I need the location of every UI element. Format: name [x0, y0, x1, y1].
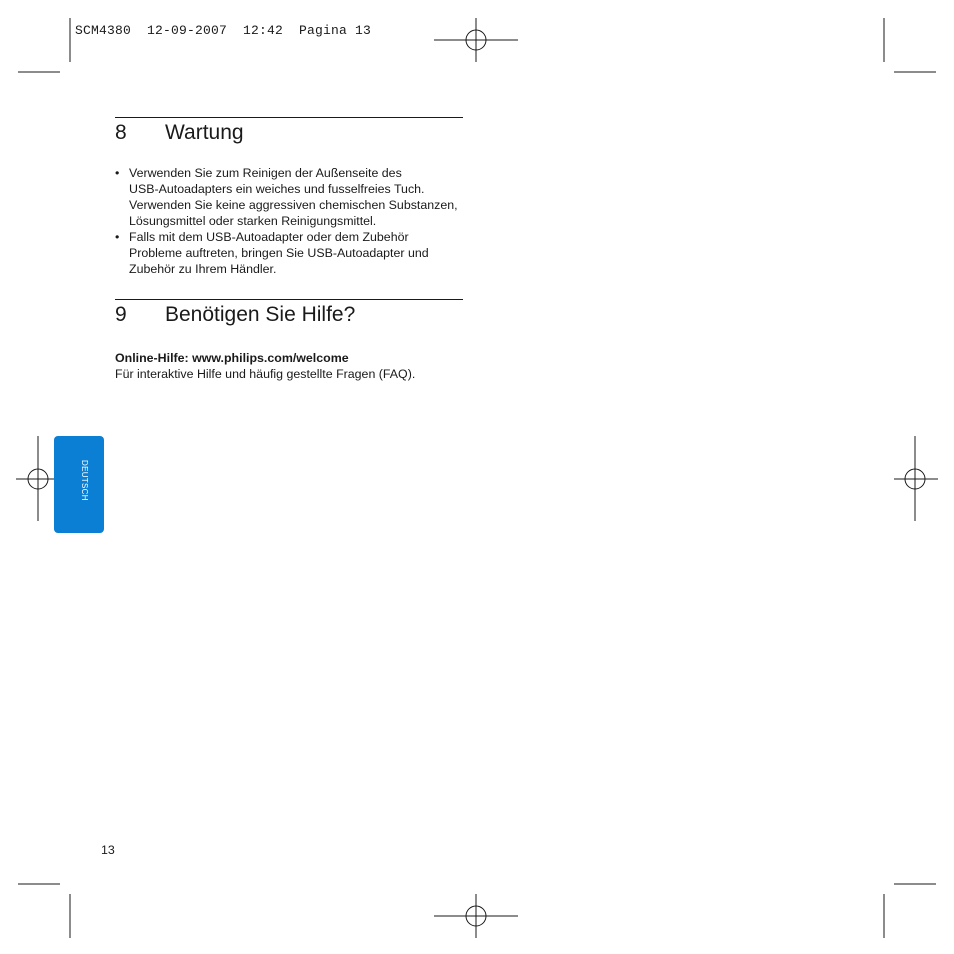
- text-line: Falls mit dem USB-Autoadapter oder dem Zubehör: [129, 230, 409, 244]
- bullet-glyph: •: [115, 166, 120, 180]
- text-line: Lösungsmittel oder starken Reinigungsmittel.: [129, 214, 377, 228]
- slug-line: SCM4380 12-09-2007 12:42 Pagina 13: [75, 23, 372, 38]
- list-item: [115, 229, 463, 277]
- section-wartung: [115, 117, 463, 277]
- section-number: 9: [115, 303, 127, 326]
- text-line: Verwenden Sie keine aggressiven chemischen Substanzen,: [129, 198, 458, 212]
- language-tab: [54, 436, 104, 533]
- section-title: Wartung: [165, 121, 244, 144]
- online-help-text: Für interaktive Hilfe und häufig gestellte Fragen (FAQ).: [115, 367, 416, 381]
- section-number: 8: [115, 121, 127, 144]
- page-number: 13: [101, 843, 115, 857]
- registration-mark-top: [434, 18, 518, 62]
- bullet-glyph: •: [115, 230, 120, 244]
- section-hilfe: [115, 299, 463, 382]
- list-item: [115, 165, 463, 229]
- registration-mark-right: [894, 436, 938, 521]
- bullet-list: [115, 165, 463, 277]
- section-rule: [115, 299, 463, 300]
- text-line: USB-Autoadapters ein weiches und fusselfreies Tuch.: [129, 182, 425, 196]
- section-heading: [115, 303, 463, 327]
- section-title: Benötigen Sie Hilfe?: [165, 303, 356, 326]
- text-line: Probleme auftreten, bringen Sie USB-Autoadapter und: [129, 246, 429, 260]
- registration-mark-bottom: [434, 894, 518, 938]
- text-line: Zubehör zu Ihrem Händler.: [129, 262, 277, 276]
- language-tab-label: DEUTSCH: [80, 460, 89, 501]
- text-line: Verwenden Sie zum Reinigen der Außenseite des: [129, 166, 402, 180]
- section-rule: [115, 117, 463, 118]
- section-heading: [115, 121, 463, 145]
- online-help-heading: Online-Hilfe: www.philips.com/welcome: [115, 351, 349, 365]
